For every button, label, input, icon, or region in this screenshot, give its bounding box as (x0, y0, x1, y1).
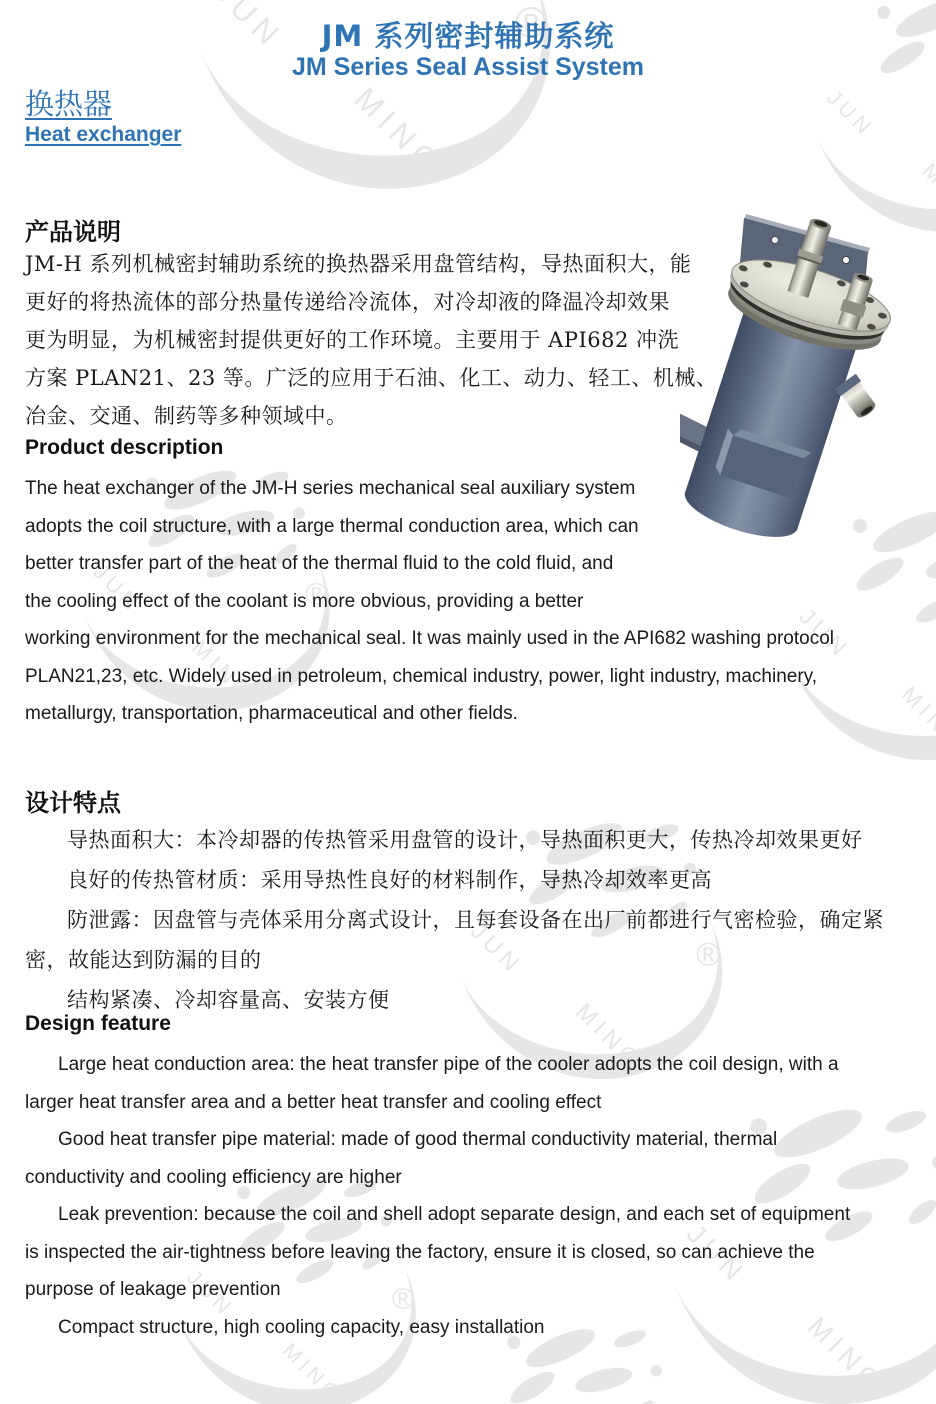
text-line: Large heat conduction area: the heat transfer pipe of the cooler adopts the coil design, with a (58, 1054, 839, 1075)
product-description-paragraph-cn (25, 245, 717, 435)
text-line: 密，故能达到防漏的目的 (25, 948, 262, 972)
text-line: the cooling effect of the coolant is more obvious, providing a better (25, 590, 584, 612)
text-line: is inspected the air-tightness before leaving the factory, ensure it is closed, so can achieve the (25, 1241, 815, 1263)
text-line: 方案 PLAN21、23 等。广泛的应用于石油、化工、动力、轻工、机械、 (25, 366, 718, 390)
subtitle-link-en[interactable]: Heat exchanger (25, 123, 182, 146)
text-line: Good heat transfer pipe material: made of good thermal conductivity material, thermal (58, 1129, 778, 1150)
text-line: working environment for the mechanical seal. It was mainly used in the API682 washing protocol (25, 628, 834, 649)
text-line: 结构紧凑、冷却容量高、安装方便 (67, 988, 390, 1012)
text-line: 导热面积大：本冷却器的传热管采用盘管的设计，导热面积更大，传热冷却效果更好 (67, 828, 863, 852)
design-feature-heading-en: Design feature (25, 1012, 171, 1035)
text-line: adopts the coil structure, with a large thermal conduction area, which can (25, 515, 639, 537)
text-line: 更为明显，为机械密封提供更好的工作环境。主要用于 API682 冲洗 (25, 328, 680, 352)
design-feature-list-cn (25, 820, 884, 1020)
text-line: better transfer part of the heat of the thermal fluid to the cold fluid, and (25, 553, 614, 574)
page-title-cn: JM 系列密封辅助系统 (321, 19, 615, 53)
subtitle-link-cn[interactable]: 换热器 (25, 87, 113, 121)
text-line: conductivity and cooling efficiency are higher (25, 1166, 402, 1188)
text-line: The heat exchanger of the JM-H series mechanical seal auxiliary system (25, 478, 636, 499)
text-line: metallurgy, transportation, pharmaceutical and other fields. (25, 703, 518, 724)
text-line: 防泄露：因盘管与壳体采用分离式设计，且每套设备在出厂前都进行气密检验，确定紧 (67, 908, 884, 932)
text-line: JM-H 系列机械密封辅助系统的换热器采用盘管结构，导热面积大，能 (25, 252, 692, 276)
text-line: Compact structure, high cooling capacity, easy installation (58, 1316, 545, 1338)
text-line: 冶金、交通、制药等多种领域中。 (25, 404, 348, 428)
vessel-shape (680, 190, 929, 560)
design-feature-heading-cn: 设计特点 (25, 789, 121, 817)
text-line: Leak prevention: because the coil and shell adopt separate design, and each set of equipment (58, 1204, 851, 1225)
text-line: larger heat transfer area and a better heat transfer and cooling effect (25, 1091, 602, 1113)
page-title-en: JM Series Seal Assist System (291, 53, 645, 81)
design-feature-list-en (25, 1046, 850, 1346)
product-description-heading-cn: 产品说明 (25, 218, 121, 246)
text-line: 更好的将热流体的部分热量传递给冷流体，对冷却液的降温冷却效果 (25, 290, 670, 314)
product-image (680, 190, 932, 598)
text-line: PLAN21,23, etc. Widely used in petroleum, chemical industry, power, light industry, machinery, (25, 665, 818, 687)
text-line: purpose of leakage prevention (25, 1279, 281, 1300)
text-line: 良好的传热管材质：采用导热性良好的材料制作，导热冷却效率更高 (67, 868, 712, 892)
product-description-heading-en: Product description (25, 436, 224, 459)
